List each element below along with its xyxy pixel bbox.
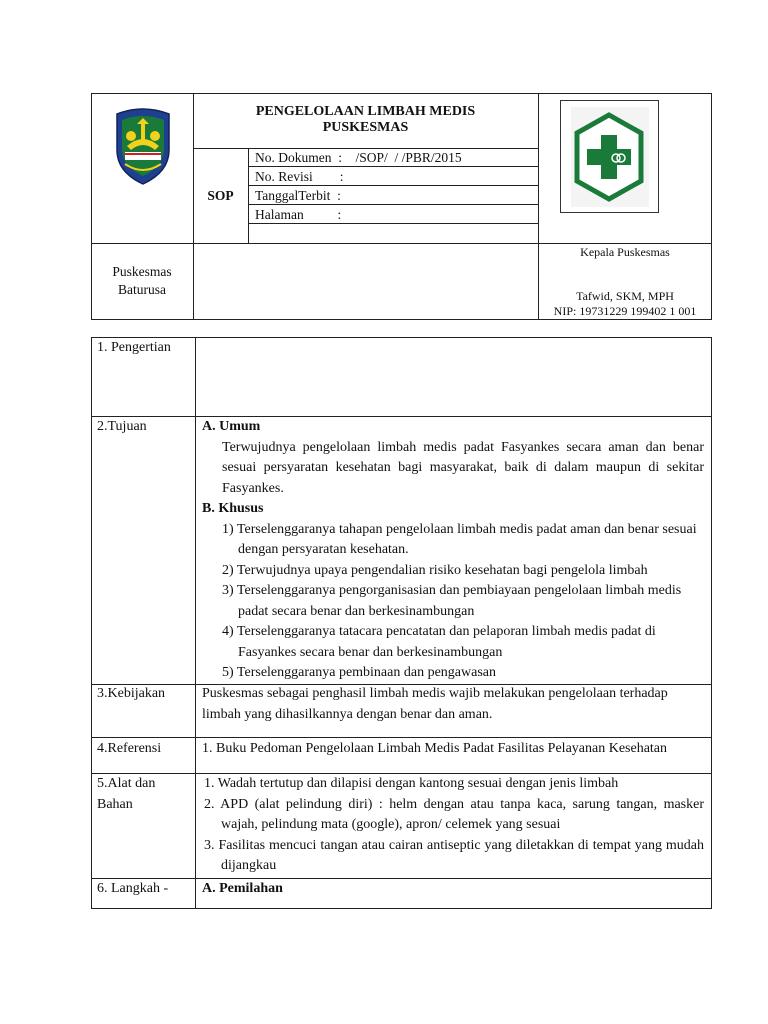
list-item	[222, 581, 704, 622]
doc-field-revisi: No. Revisi :	[255, 169, 344, 184]
list-item	[222, 663, 704, 684]
label-alat-line-2: Bahan	[97, 796, 133, 812]
list-item-number: 1)	[222, 521, 234, 537]
tujuan-umum-text: Terwujudnya pengelolaan limbah medis padat Fasyankes secara aman dan benar sesuai persyaratan kesehatan bagi masyarakat, baik di dalam maupun di sekitar Fasyankes.	[222, 439, 704, 496]
label-alat	[97, 774, 155, 815]
kepala-name: Tafwid, SKM, MPH	[576, 289, 674, 303]
list-item	[204, 795, 704, 836]
list-item	[204, 774, 704, 795]
tujuan-khusus-heading: B. Khusus	[202, 501, 264, 516]
list-item	[222, 622, 704, 663]
label-pengertian: 1. Pengertian	[97, 340, 171, 355]
kebijakan-text: Puskesmas sebagai penghasil limbah medis wajib melakukan pengelolaan terhadap limbah yang dihasilkannya dengan benar dan aman.	[202, 686, 668, 722]
puskesmas-name	[91, 263, 193, 299]
content-divider	[195, 337, 196, 909]
kepala-nip: NIP: 19731229 199402 1 001	[553, 304, 697, 318]
doc-field-halaman: Halaman :	[255, 207, 342, 222]
puskesmas-name-line-1: Puskesmas	[112, 264, 172, 279]
row-line-5	[91, 878, 712, 879]
list-item-text: Terselenggaranya tatacara pencatatan dan pelaporan limbah medis padat di Fasyankes secara benar dan berkesinambungan	[236, 624, 656, 660]
list-item-number: 3)	[222, 583, 234, 598]
title-line-1: PENGELOLAAN LIMBAH MEDIS	[255, 104, 476, 119]
doc-field-dokumen: No. Dokumen : /SOP/ / /PBR/2015	[255, 150, 462, 165]
list-item-number: 2.	[204, 796, 215, 812]
tujuan-umum-heading: A. Umum	[202, 419, 261, 434]
doc-field-line-2	[248, 185, 538, 186]
doc-field-line-1	[248, 166, 538, 167]
list-item-text: Wadah tertutup dan dilapisi dengan kantong sesuai dengan jenis limbah	[217, 776, 619, 791]
list-item-text: Terselenggaranya pengorganisasian dan pembiayaan pengelolaan limbah medis padat secara benar dan berkesinambungan	[236, 583, 682, 619]
puskesmas-name-line-2: Baturusa	[118, 282, 166, 297]
doc-field-line-3	[248, 204, 538, 205]
header-divider-sop	[248, 148, 249, 243]
list-item-number: 4)	[222, 624, 234, 639]
doc-field-tanggal: TanggalTerbit :	[255, 188, 341, 203]
list-item-text: Terwujudnya upaya pengendalian risiko kesehatan bagi pengelola limbah	[236, 562, 648, 578]
doc-field-line-4	[248, 223, 538, 224]
list-item	[204, 836, 704, 877]
label-alat-line-1: 5.Alat dan	[97, 776, 156, 791]
regency-logo	[111, 106, 175, 186]
list-item-number: 5)	[222, 665, 234, 680]
list-item-number: 3.	[204, 837, 215, 853]
kepala-label: Kepala Puskesmas	[580, 245, 670, 259]
row-line-3	[91, 737, 712, 738]
langkah-heading: A. Pemilahan	[202, 881, 283, 896]
tujuan-content	[202, 417, 704, 684]
tujuan-khusus-list	[202, 520, 704, 684]
puskesmas-logo	[560, 100, 659, 213]
label-langkah: 6. Langkah -	[97, 881, 169, 896]
list-item	[222, 561, 704, 582]
header-title-bottom	[193, 148, 538, 149]
header-row-divider	[91, 243, 712, 244]
header-divider-right	[538, 93, 539, 320]
list-item-text: Fasilitas mencuci tangan atau cairan antiseptic yang diletakkan di tempat yang mudah dijangkau	[218, 837, 705, 873]
label-kebijakan: 3.Kebijakan	[97, 686, 166, 701]
list-item-text: APD (alat pelindung diri) : helm dengan atau tanpa kaca, sarung tangan, masker wajah, pelindung mata (google), apron/ celemek yang sesuai	[220, 796, 704, 832]
title-line-2: PUSKESMAS	[322, 120, 409, 135]
list-item-text: Terselenggaranya pembinaan dan pengawasan	[236, 665, 496, 680]
referensi-text: 1. Buku Pedoman Pengelolaan Limbah Medis Padat Fasilitas Pelayanan Kesehatan	[202, 741, 668, 756]
label-tujuan: 2.Tujuan	[97, 419, 147, 434]
alat-list	[204, 774, 704, 877]
list-item-number: 2)	[222, 562, 234, 578]
sop-label: SOP	[207, 188, 234, 203]
list-item-number: 1.	[204, 776, 215, 791]
list-item	[222, 520, 704, 561]
label-referensi: 4.Referensi	[97, 741, 162, 756]
document-title	[193, 104, 538, 136]
alat-content	[204, 774, 704, 877]
list-item-text: Terselenggaranya tahapan pengelolaan limbah medis padat aman dan benar sesuai dengan persyaratan kesehatan.	[236, 521, 697, 557]
